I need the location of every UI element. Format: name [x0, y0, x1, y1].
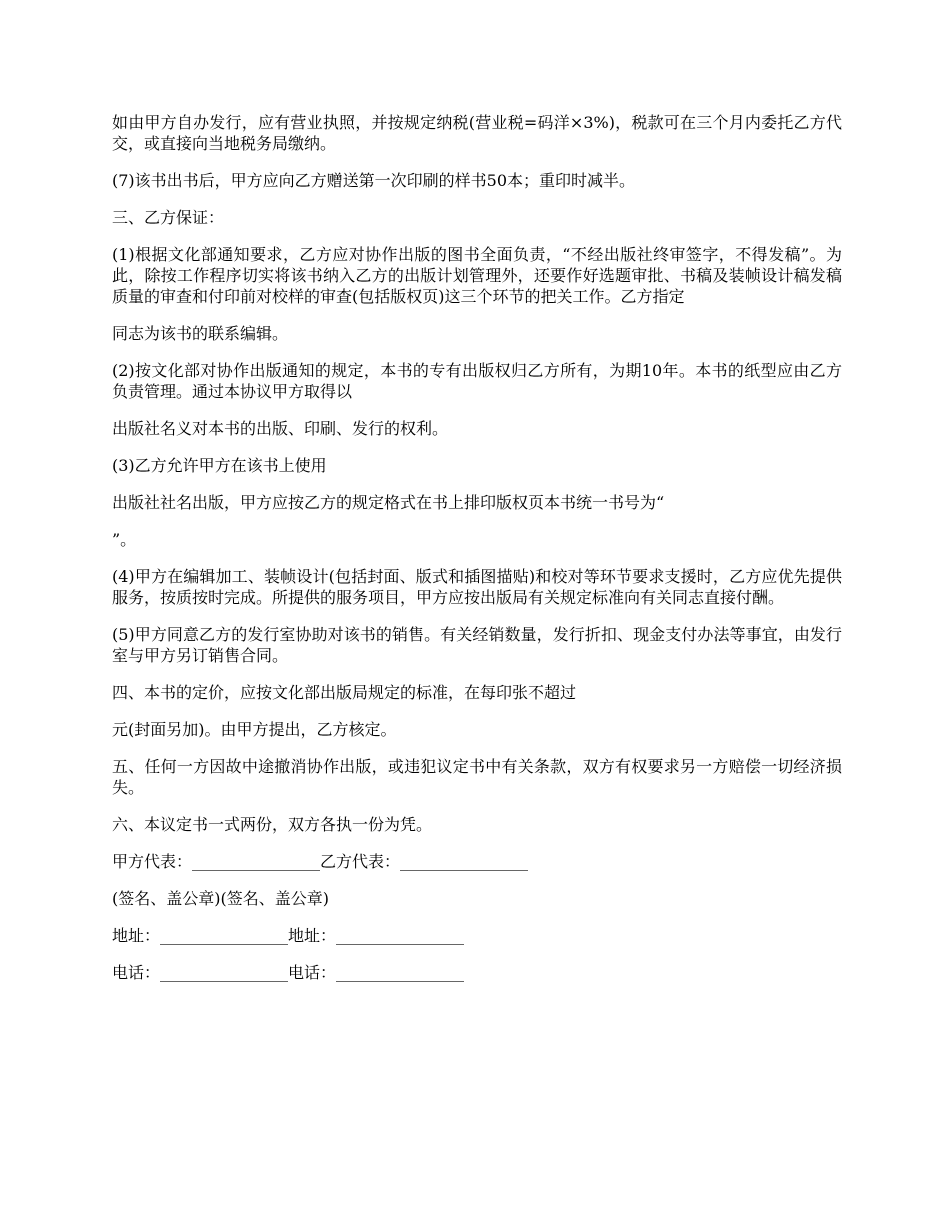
section-heading-party-b-guarantee: 三、乙方保证： [112, 208, 225, 227]
signature-addresses: 地址：________________地址：________________ [112, 926, 465, 945]
paragraph-publisher-name-isbn: 出版社社名出版，甲方应按乙方的规定格式在书上排印版权页本书统一书号为“ [112, 493, 665, 512]
signature-phones: 电话：________________电话：________________ [112, 963, 465, 982]
paragraph-liaison-editor: 同志为该书的联系编辑。 [112, 324, 289, 343]
paragraph-clause-2-copyright: (2)按文化部对协作出版通知的规定，本书的专有出版权归乙方所有，为期10年。本书的纸型应由乙方负责管理。通过本协议甲方取得以 [112, 361, 842, 401]
signature-seal-note: (签名、盖公章)(签名、盖公章) [112, 889, 329, 908]
paragraph-clause-5-sales: (5)甲方同意乙方的发行室协助对该书的销售。有关经销数量，发行折扣、现金支付办法等事宜，由发行室与甲方另订销售合同。 [112, 625, 842, 665]
paragraph-clause-3-permission: (3)乙方允许甲方在该书上使用 [112, 456, 327, 475]
paragraph-clause-7-sample-books: (7)该书出书后，甲方应向乙方赠送第一次印刷的样书50本；重印时减半。 [112, 171, 636, 190]
paragraph-isbn-close: ”。 [112, 530, 137, 549]
paragraph-self-distribution-tax: 如由甲方自办发行，应有营业执照，并按规定纳税(营业税=码洋×3%)，税款可在三个月内委托乙方代交，或直接向当地税务局缴纳。 [112, 113, 842, 153]
section-heading-pricing: 四、本书的定价，应按文化部出版局规定的标准，在每印张不超过 [112, 683, 577, 702]
section-heading-cancellation: 五、任何一方因故中途撤消协作出版，或违犯议定书中有关条款，双方有权要求另一方赔偿一切经济损失。 [112, 757, 842, 797]
paragraph-pricing-approval: 元(封面另加)。由甲方提出，乙方核定。 [112, 720, 397, 739]
signature-representatives: 甲方代表：________________乙方代表：________________ [112, 852, 529, 871]
document-body [112, 112, 842, 999]
paragraph-publishing-rights: 出版社名义对本书的出版、印刷、发行的权利。 [112, 419, 449, 438]
section-heading-copies: 六、本议定书一式两份，双方各执一份为凭。 [112, 815, 433, 834]
paragraph-clause-4-services: (4)甲方在编辑加工、装帧设计(包括封面、版式和插图描贴)和校对等环节要求支援时，乙方应优先提供服务，按质按时完成。所提供的服务项目，甲方应按出版局有关规定标准向有关同志直接付酬。 [112, 567, 842, 607]
paragraph-clause-1-responsibility: (1)根据文化部通知要求，乙方应对协作出版的图书全面负责，“不经出版社终审签字，不得发稿”。为此，除按工作程序切实将该书纳入乙方的出版计划管理外，还要作好选题审批、书稿及装帧设计稿发稿质量的审查和付印前对校样的审查(包括版权页)这三个环节的把关工作。乙方指定 [112, 245, 842, 306]
